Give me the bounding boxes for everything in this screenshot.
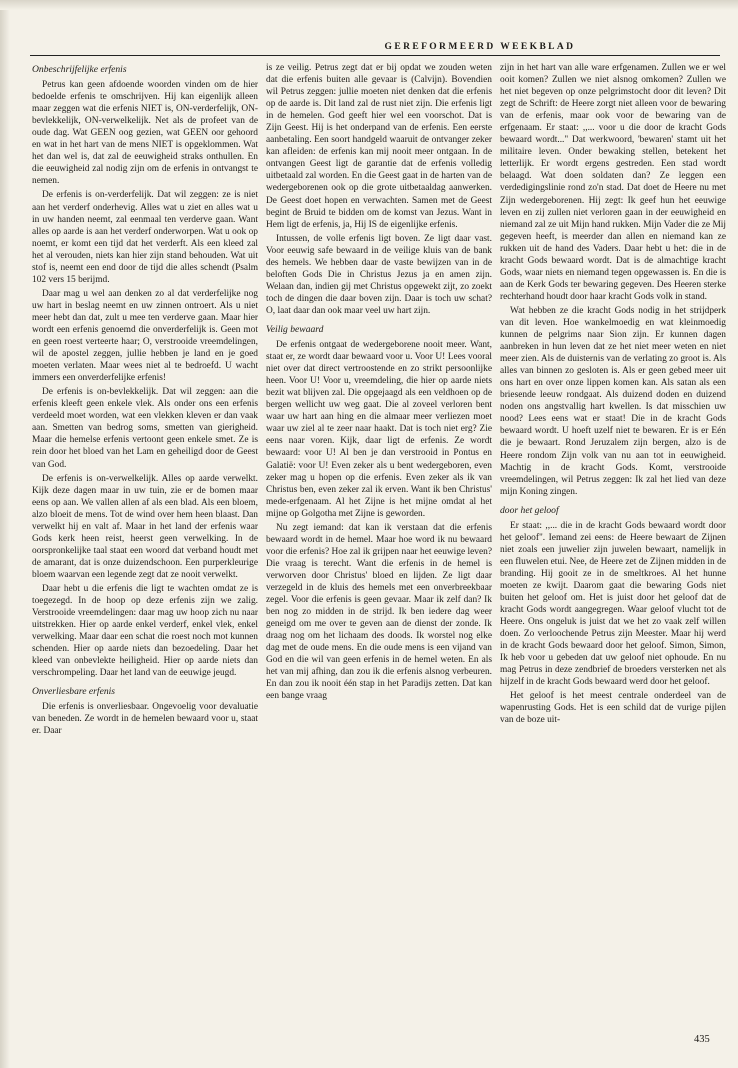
- paragraph: zijn in het hart van alle ware erfgenamen. Zullen we er wel ooit komen? Zullen we niet alsnog omkomen? Zullen we het niet begeven op onze pelgrimstocht door dit leven? Dit zegt de Schrift: de Heere zorgt niet alleen voor de bewaring van de erfenis, maar ook voor de bewaring van de erfgenaam. Er staat: ,,... voor u die door de kracht Gods bewaard wordt..." Dat werkwoord, 'bewaren' stamt uit het militaire leven. Onder bewaking stellen, betekent het letterlijk. Er wordt ergens gestreden. Een stad wordt belaagd. Wat doen soldaten dan? Ze leggen een verdedigingslinie rond zo'n stad. Dat doet de Heere nu met Zijn wedergeborenen. Hij zegt: Ik geef hun het eeuwige leven en zij zullen niet verloren gaan in der eeuwigheid en niemand zal ze uit Mijn hand rukken. Mijn Vader die ze Mij gegeven heeft, is meerder dan allen en niemand kan ze rukken uit de hand des Vaders. Daar hebt u het: die in de kracht Gods bewaard wordt. Dat is de almachtige kracht Gods, waar niets en niemand tegen opgewassen is. En die is aan de Kerk Gods ter bewaring gegeven. Des Heeren sterke rechterhand houdt door haar kracht Gods volk in stand.: [500, 63, 726, 302]
- page-number: 435: [694, 1034, 710, 1045]
- page-edge-shadow: [0, 0, 10, 1068]
- paragraph: is ze veilig. Petrus zegt dat er bij opdat we zouden weten dat die erfenis buiten alle gevaar is (Calvijn). Bovendien wil Petrus zeggen: jullie moeten niet denken dat die erfenis op de aarde is. Dit land zal de rust niet zijn. Die erfenis ligt in de hemelen. God geeft hier wel een voorschot. Dat is Zijn Geest. Hij is het onderpand van de erfenis. Een eerste aanbetaling. Een soort handgeld waaruit de ontvanger zeker kan afleiden: de erfenis kan mij nooit meer ontgaan. In de ontvangen Geest ligt de garantie dat de erfenis volledig uitbetaald zal worden. En die Geest gaat in de harten van de wedergeborenen ook op die grote uitbetaaldag aanwerken. De Geest doet hopen en verwachten. Samen met de Geest begint de Bruid te bidden om de komst van Jezus. Want in Hem ligt de erfenis, ja, Hij IS de eigenlijke erfenis.: [266, 63, 492, 230]
- section-heading: Veilig bewaard: [266, 323, 324, 335]
- paragraph: Wat hebben ze die kracht Gods nodig in het strijdperk van dit leven. Hoe wankelmoedig en wat kleinmoedig kunnen de pelgrims naar Sion zijn. Er kunnen dagen aanbreken in hun leven dat ze het niet meer weten en niet meer zien. Als de duisternis van de verlating zo groot is. Als alles van binnen zo gesloten is. Als er geen gebed meer uit ons hart en over onze lippen komen kan. Als satan als een briesende leeuw rondgaat. Als duizend doden en duizend noden ons angstvallig hart kwellen. Is dat misschien uw nood? Lees eens wat er staat! Die in de kracht Gods bewaard wordt. U hoeft uzelf niet te bewaren. Er is er Eén die je bewaart. Rond Jeruzalem zijn bergen, alzo is de Heere rondom Zijn volk van nu aan tot in eeuwigheid. Machtig in de kracht Gods. Komt, verstrooide vreemdelingen, wil Petrus zeggen: Ik zal het lied van deze mijn Koning zingen.: [500, 305, 726, 497]
- paragraph: Er staat: ,,... die in de kracht Gods bewaard wordt door het geloof". Iemand zei eens: de Heere bewaart de Zijnen niet zoals een juwelier zijn juwelen bewaart, namelijk in een fluwelen etui. Nee, de Heere zet de Zijnen midden in de branding. Hij gooit ze in de smeltkroes. Al het hunne moeten ze kwijt. Daarom gaat die bewaring Gods niet buiten het geloof om. Het is juist door het geloof dat de kracht Gods wordt aangegregen. Waar geloof vlucht tot de Heere. Ons ongeluk is juist dat we het zo vaak zelf willen doen. Zo verloochende Petrus zijn Meester. Maar hij werd in de kracht Gods bewaard door het geloof. Simon, Simon, Ik heb voor u gebeden dat uw geloof niet ophoude. En nu mag Petrus in deze zendbrief de broeders versterken net als hijzelf in de kracht Gods bewaard werd door het geloof.: [500, 520, 726, 688]
- paragraph: De erfenis is on-verderfelijk. Dat wil zeggen: ze is niet aan het verderf onderhevig. Alles wat u ziet en alles wat u in uw handen neemt, zal eenmaal ten verderve gaan. Want alles op aarde is aan het verderf onderworpen. Wat u ook op noemt, er komt een tijd dat het verderft. Als een kleed zal het al verouden, niets kan hier zijn stand behouden. Wat uit stof is, neemt een end door de tijd die alles schendt (Psalm 102 vers 15 berijmd.: [32, 190, 258, 285]
- paragraph: De erfenis is on-verwelkelijk. Alles op aarde verwelkt. Kijk deze dagen maar in uw tuin, zie er de bomen maar eens op aan. We vallen allen af als een blad. Als een bloem, alzo bloeit de mens. Tot de wind over hem heen blaast. Dan verwelkt hij en valt af. Maar in het land der erfenis waar Gods kerk heen reist, heerst geen verwelking. In de oorspronkelijke taal staat een woord dat verband houdt met de amarant, dat is onze duizendschoon. Een purperkleurige bloem waarvan een legende zegt dat ze nooit verwelkt.: [32, 473, 258, 580]
- paragraph: Het geloof is het meest centrale onderdeel van de wapenrusting Gods. Het is een schild dat de vurige pijlen van de boze uit-: [500, 691, 726, 726]
- paragraph: Petrus kan geen afdoende woorden vinden om de hier bedoelde erfenis te omschrijven. Hij kan eigenlijk alleen maar zeggen wat die erfenis NIET is, ON-verderfelijk, ON-bevlekkelijk, ON-verwelkelijk. Net als de profeet van de oude dag. Wat GEEN oog gezien, wat GEEN oor gehoord en wat in het hart van de mens NIET is opgeklommen. Wat het dan wel is, dat zal de eeuwigheid straks onthullen. En die eeuwigheid zal nodig zijn om de erfenis in ontvangst te nemen.: [32, 80, 258, 187]
- paragraph: Die erfenis is onverliesbaar. Ongevoelig voor devaluatie van beneden. Ze wordt in de hemelen bewaard voor u, staat er. Daar: [32, 702, 258, 737]
- text-column-2: [266, 62, 492, 1028]
- paragraph: Daar mag u wel aan denken zo al dat verderfelijke nog uw hart in beslag neemt en uw zinnen ontroert. Als u niet meer hebt dan dat, zult u mee ten verderve gaan. Maar hier wordt een erfenis genoemd die onverderfelijk is. Geen mot en geen roest verteerte haar; O, verstrooide vreemdelingen, wil de apostel zeggen, jullie hebben je land en je goed moeten verlaten. Maar wees niet al te bedroefd. U wacht immers een onverderfelijke erfenis!: [32, 288, 258, 384]
- masthead-rule: [30, 55, 720, 56]
- paragraph: De erfenis ontgaat de wedergeborene nooit meer. Want, staat er, ze wordt daar bewaard voor u. Voor U! Lees vooral niet over dat direct vertroostende en zo strikt persoonlijke heen. Voor U! Voor u, vreemdeling, die hier op aarde niets bezit wat blijven zal. Die opgejaagd als een veldhoen op de bergen wellicht uw weg gaat. Die al zoveel verloren bent waar uw hart aan hing en die almaar meer verliezen moet waar uw ziel al te zeer naar haakt. Dat is toch niet erg? Zie eens naar voren. Kijk, daar ligt de erfenis. Ze wordt bewaard: voor U! Al ben je dan verstrooid in Pontus en Galatië: voor U! Even zeker als u bent wedergeboren, even zeker mag u hopen op die erfenis. Even zeker als ik van Christus ben, even zeker zal ik erven. Want ik ben Christus' mede-erfgenaam. Al het Zijne is het mijne omdat al het mijne op Golgotha met Zijne is geworden.: [266, 340, 492, 519]
- section-heading: Onbeschrijfelijke erfenis: [32, 64, 127, 75]
- text-column-3: [500, 62, 726, 1028]
- paragraph: Daar hebt u die erfenis die ligt te wachten omdat ze is toegezegd. In de hoop op deze erfenis zijn we zalig. Verstrooide vreemdelingen: daar mag uw hoop zich nu naar uitstrekken. Hier op aarde enkel verderf, enkel vlek, enkel verwelking. Maar daar een schat die roest noch mot kunnen schenden. Hier op aarde niets dan bezoedeling. Daar het kleed van onbevlekte heiligheid. Hier op aarde niets dan verschrompeling. Daar het land van de eeuwige jeugd.: [32, 583, 258, 679]
- paragraph: Intussen, de volle erfenis ligt boven. Ze ligt daar vast. Voor eeuwig safe bewaard in de veilige kluis van de bank des hemels. We hebben daar de vaste bewijzen van in de beloften Gods Die in Christus Jezus ja en amen zijn. Welaan dan, indien gij met Christus opgewekt zijt, zo zoekt toch de dingen die daar boven zijn. Daar is toch uw schat? O, laat daar dan ook maar veel uw hart zijn.: [266, 233, 492, 316]
- page-top-shadow: [0, 0, 738, 10]
- text-column-1: [32, 62, 258, 1028]
- section-heading: door het geloof: [500, 504, 559, 516]
- masthead: GEREFORMEERD WEEKBLAD: [384, 42, 576, 52]
- paragraph: De erfenis is on-bevlekkelijk. Dat wil zeggen: aan die erfenis kleeft geen enkele vlek. Als onder ons een erfenis verdeeld moet worden, wat een vlekken kleven er dan vaak aan. Smetten van bedrog soms, smetten van gierigheid. Maar die hemelse erfenis vertoont geen enkele smet. Ze is rein door het bloed van het Lam en geheiligd door de Geest van God.: [32, 387, 258, 470]
- section-heading: Onverliesbare erfenis: [32, 686, 116, 698]
- paragraph: Nu zegt iemand: dat kan ik verstaan dat die erfenis bewaard wordt in de hemel. Maar hoe word ik nu bewaard voor die erfenis? Hoe zal ik grijpen naar het eeuwige leven? Die vraag is terecht. Want die erfenis in de hemel is verworven door Christus' bloed en lijden. Ze ligt daar verzegeld in de kluis des hemels met een onverbreekbaar zegel. Voor die erfenis is geen gevaar. Maar ik zelf dan? Ik ben nog zo midden in de strijd. Ik ben iedere dag weer geneigd om me over te geven aan de dienst der zonde. Ik draag nog om het lichaam des doods. Ik worstel nog elke dag met de oude mens. En die oude mens is een vijand van God en die wil van geen erfenis in de hemel weten. En als het van mij afhing, dan zou ik die erfenis alsnog verbeuren. En dan zou ik nooit één stap in het Paradijs zetten. Dat kan een bange vraag: [266, 522, 492, 702]
